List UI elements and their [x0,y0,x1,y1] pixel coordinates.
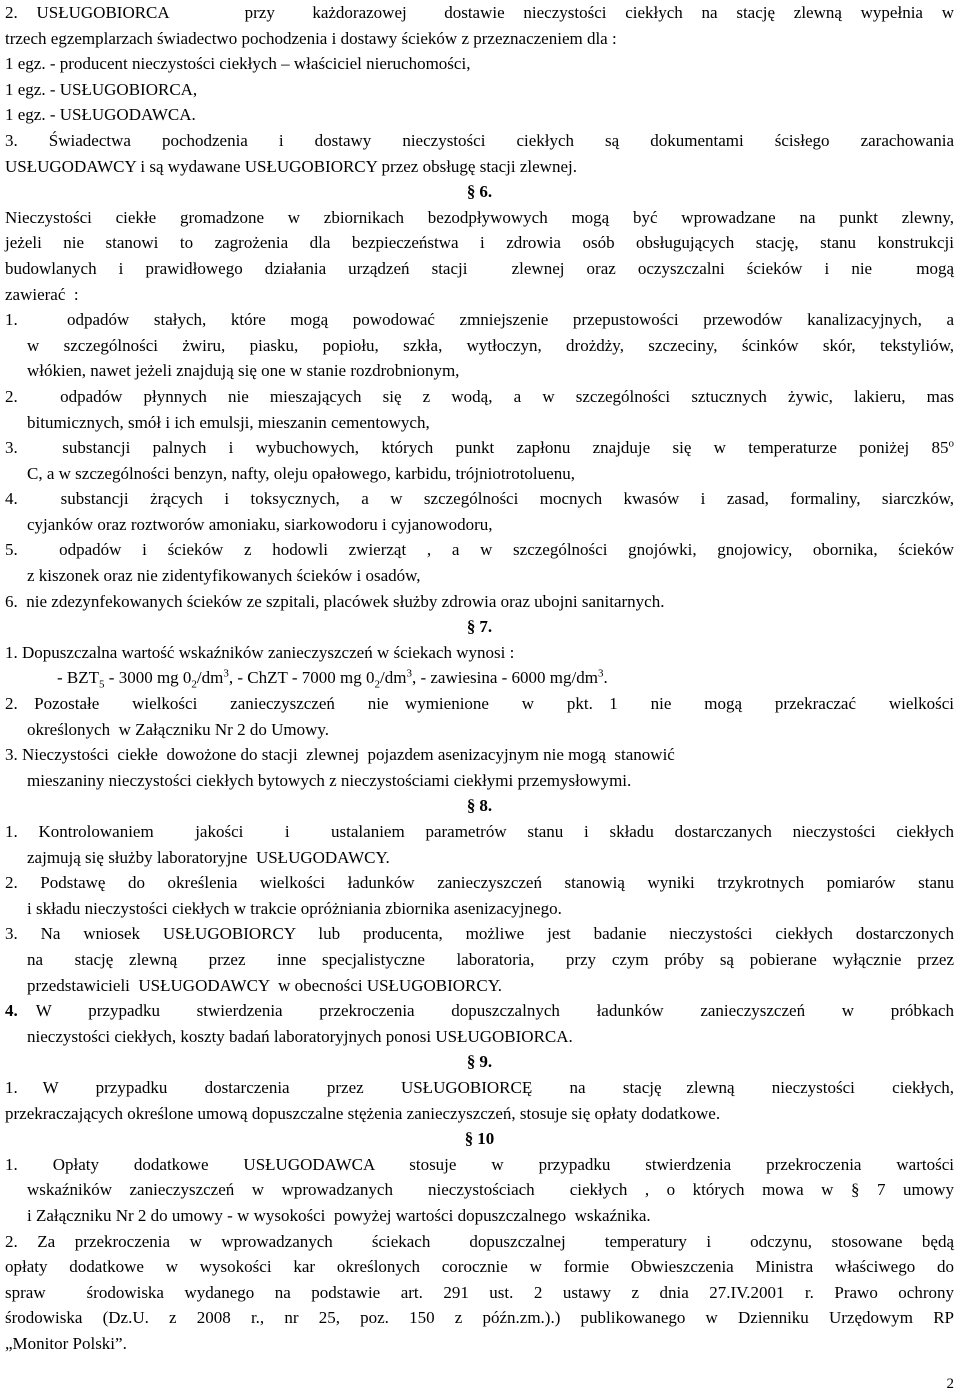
s8-item-4-line-1: 4. W przypadku stwierdzenia przekroczenia dopuszczalnych ładunków zanieczyszczeń w próbkach [5,1001,954,1021]
s10-item-1-line-3: i Załączniku Nr 2 do umowy - w wysokości powyżej wartości dopuszczalnego wskaźnika. [27,1205,651,1225]
section-7-heading: § 7. [466,617,493,637]
s10-item-2-line-1: 2. Za przekroczenia w wprowadzanych ściekach dopuszczalnej temperatury i odczynu, stosowane będą [5,1231,954,1251]
s6-item-5-line-1: 5. odpadów i ścieków z hodowli zwierząt , a w szczególności gnojówki, gnojowicy, obornika, ścieków [5,540,954,560]
section-6-intro-4: zawierać : [5,284,79,304]
s8-item-2-line-1: 2. Podstawę do określenia wielkości ładunków zanieczyszczeń stanowią wyniki trzykrotnych pomiarów stanu [5,873,954,893]
section-8 [5,819,954,1049]
section-6-intro-1: Nieczystości ciekłe gromadzone w zbiornikach bezodpływowych mogą być wprowadzane na punkt zlewny, [5,207,954,227]
s6-item-6-line-1: 6. nie zdezynfekowanych ścieków ze szpitali, placówek służby zdrowia oraz ubojni sanitarnych. [5,591,665,611]
section-sign-icon: § [466,182,476,202]
s6-item-2-line-2: bitumicznych, smół i ich emulsji, mieszanin cementowych, [27,412,430,432]
s7-limits: - $BZT_5 - 3000$ mg $0_2/dm^3$, - ChZT - 7000 mg $0_2/dm^3$, - zawiesina - 6000 $mg/dm^3$. [57,667,608,691]
s9-item-1-line-2: przekraczających określone umową dopuszczalne stężenia zanieczyszczeń, stosuje się opłaty dodatkowe. [5,1103,721,1123]
s6-item-1-line-2: w szczególności żwiru, piasku, popiołu, szkła, wytłoczyn, drożdży, szczeciny, ścinków skór, tekstyliów, [27,335,954,355]
section-6-intro-3: budowlanych i prawidłowego działania urządzeń stacji zlewnej oraz oczyszczalni ścieków i nie mogą [5,258,954,278]
item-2-line-2: trzech egzemplarzach świadectwo pochodzenia i dostawy ścieków z przeznaczeniem dla : [5,28,617,48]
section-9-heading: § 9. [466,1052,493,1072]
s7-item-2-line-2: określonych w Załączniku Nr 2 do Umowy. [27,719,329,739]
s10-item-1-line-1: 1. Opłaty dodatkowe USŁUGODAWCA stosuje w przypadku stwierdzenia przekroczenia wartości [5,1154,954,1174]
s6-item-4-line-2: cyjanków oraz roztworów amoniaku, siarkowodoru i cyjanowodoru, [27,514,493,534]
section-6-intro-2: jeżeli nie stanowi to zagrożenia dla bezpieczeństwa i zdrowia osób obsługujących stację, stanu konstrukcji [5,233,954,253]
copy-3: 1 egz. - USŁUGODAWCA. [5,105,196,125]
section-7 [5,640,954,794]
s6-item-1-line-3: włókien, nawet jeżeli znajdują się one w stanie rozdrobnionym, [27,361,460,381]
degree-sup: o [948,437,954,450]
s8-item-1-line-2: zajmują się służby laboratoryjne USŁUGODAWCY. [27,847,390,867]
page-number: 2 [946,1376,954,1393]
s6-item-3-line-1: 3. substancji palnych i wybuchowych, których punkt zapłonu znajduje się w temperaturze poniżej 85$^o$ [5,437,954,458]
s8-item-1-line-1: 1. Kontrolowaniem jakości i ustalaniem parametrów stanu i składu dostarczanych nieczystości ciekłych [5,822,954,841]
s8-item-3-line-3: przedstawicieli USŁUGODAWCY w obecności USŁUGOBIORCY. [27,975,503,995]
s10-item-2-line-5: „Monitor Polski”. [5,1333,127,1353]
section-sign-icon: § [466,796,476,816]
item-3-line-2: USŁUGODAWCY i są wydawane USŁUGOBIORCY przez obsługę stacji zlewnej. [5,156,577,176]
s6-item-5-line-2: z kiszonek oraz nie zidentyfikowanych ścieków i osadów, [27,566,421,586]
s8-item-3-line-1: 3. Na wniosek USŁUGOBIORCY lub producenta, możliwe jest badanie nieczystości ciekłych dostarczonych [5,924,954,944]
copy-1: 1 egz. - producent nieczystości ciekłych – właściciel nieruchomości, [5,54,471,74]
section-sign-icon: § [464,1129,474,1149]
s7-item-3-line-2: mieszaniny nieczystości ciekłych bytowych z nieczystościami ciekłymi przemysłowymi. [27,770,632,790]
s10-item-2-line-4: środowiska (Dz.U. z 2008 r., nr 25, poz. 150 z późn.zm.).) publikowanego w Dzienniku Urzędowym RP [5,1308,954,1328]
s8-item-4-line-2: nieczystości ciekłych, koszty badań laboratoryjnych ponosi USŁUGOBIORCA. [27,1026,573,1046]
delivery-certificate-section [5,0,954,179]
section-sign-icon: § [466,1052,476,1072]
s8-item-2-line-2: i składu nieczystości ciekłych w trakcie opróżniania zbiornika asenizacyjnego. [27,898,562,918]
copy-2: 1 egz. - USŁUGOBIORCA, [5,79,198,99]
s10-item-1-line-2: wskaźników zanieczyszczeń w wprowadzanych nieczystościach ciekłych , o których mowa w § 7 umowy [27,1180,954,1200]
s6-item-2-line-1: 2. odpadów płynnych nie mieszających się z wodą, a w szczególności sztucznych żywic, lakieru, mas [5,386,954,406]
s7-item-2-line-1: 2. Pozostałe wielkości zanieczyszczeń nie wymienione w pkt. 1 nie mogą przekraczać wielkości [5,694,954,714]
item-3-line-1: 3. Świadectwa pochodzenia i dostawy nieczystości ciekłych są dokumentami ścisłego zarachowania [5,130,954,150]
section-9 [5,1075,954,1126]
section-10 [5,1152,954,1357]
item-2-line-1: 2. USŁUGOBIORCA przy każdorazowej dostawie nieczystości ciekłych na stację zlewną wypełnia w [5,3,954,22]
s10-item-2-line-3: spraw środowiska wydanego na podstawie art. 291 ust. 2 ustawy z dnia 27.IV.2001 r. Prawo ochrony [5,1282,954,1302]
s6-item-4-line-1: 4. substancji żrących i toksycznych, a w szczególności mocnych kwasów i zasad, formaliny, siarczków, [5,489,954,509]
section-6 [5,205,954,615]
s7-item-1: 1. Dopuszczalna wartość wskaźników zanieczyszczeń w ściekach wynosi : [5,642,515,662]
s8-item-3-line-2: na stację zlewną przez inne specjalistyczne laboratoria, przy czym próby są pobierane wyłącznie przez [27,949,954,969]
section-8-heading: § 8. [466,796,493,816]
s10-item-2-line-2: opłaty dodatkowe w wysokości kar określonych corocznie w formie Obwieszczenia Ministra właściwego do [5,1257,954,1277]
section-sign-icon: § [466,617,476,637]
s9-item-1-line-1: 1. W przypadku dostarczenia przez USŁUGOBIORCĘ na stację zlewną nieczystości ciekłych, [5,1077,954,1097]
s6-item-3-line-2: C, a w szczególności benzyn, nafty, oleju opałowego, karbidu, trójniotrotoluenu, [27,463,575,483]
s7-item-3-line-1: 3. Nieczystości ciekłe dowożone do stacji zlewnej pojazdem asenizacyjnym nie mogą stanowić [5,745,675,765]
s6-item-1-line-1: 1. odpadów stałych, które mogą powodować zmniejszenie przepustowości przewodów kanalizacyjnych, a [5,310,954,330]
section-6-heading: § 6. [466,182,493,202]
section-10-heading: § 10 [464,1129,495,1149]
